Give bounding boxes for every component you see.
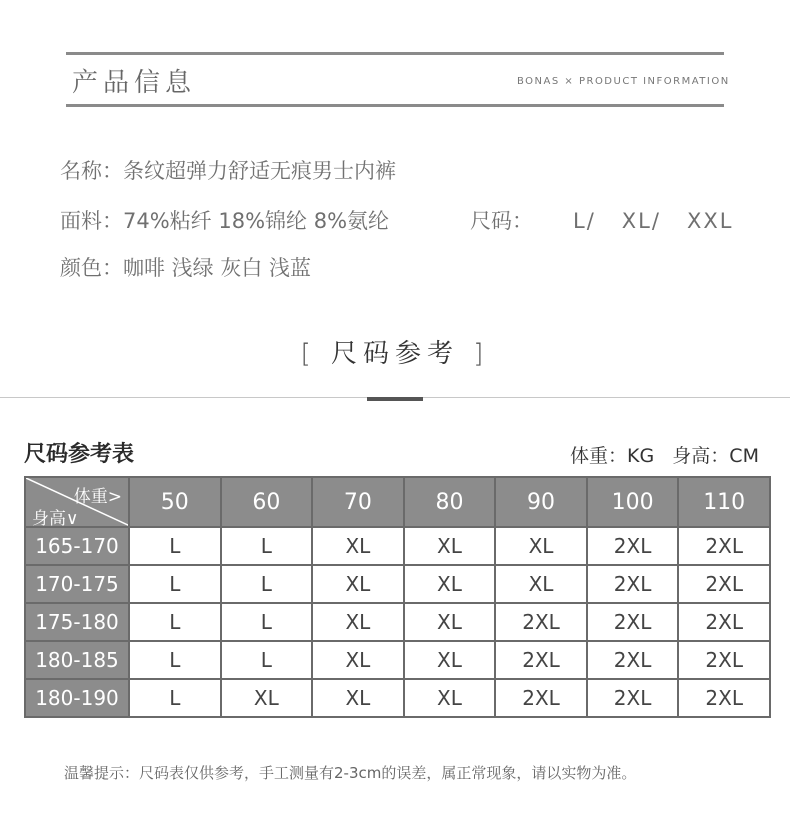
size-cell: XL: [495, 565, 587, 603]
table-row: [25, 565, 770, 603]
size-cell: L: [221, 565, 313, 603]
height-range-cell: 165-170: [25, 527, 129, 565]
size-cell: 2XL: [678, 679, 770, 717]
size-cell: L: [129, 527, 221, 565]
height-range-cell: 175-180: [25, 603, 129, 641]
heading-open-bracket: [: [300, 339, 317, 369]
size-cell: 2XL: [587, 641, 679, 679]
fabric-value: 74%粘纤 18%锦纶 8%氨纶: [123, 209, 390, 233]
size-cell: L: [129, 679, 221, 717]
size-cell: XL: [404, 641, 496, 679]
product-name-line: [60, 155, 396, 185]
weight-header-cell: 70: [312, 477, 404, 527]
size-line: [470, 205, 733, 235]
size-cell: XL: [404, 527, 496, 565]
size-cell: XL: [312, 565, 404, 603]
height-range-cell: 180-190: [25, 679, 129, 717]
size-cell: XL: [312, 641, 404, 679]
product-info-title: 产品信息: [72, 68, 197, 98]
corner-weight-label: 体重>: [73, 487, 122, 507]
weight-header-cell: 50: [129, 477, 221, 527]
section-divider-accent: [367, 397, 423, 401]
size-table-header-row: [25, 477, 770, 527]
size-table-units: 体重：KG 身高：CM: [570, 445, 759, 467]
size-cell: L: [221, 641, 313, 679]
fabric-label: 面料：: [60, 209, 123, 233]
size-cell: L: [221, 603, 313, 641]
weight-header-cell: 110: [678, 477, 770, 527]
size-cell: 2XL: [587, 565, 679, 603]
table-row: [25, 679, 770, 717]
size-note: 温馨提示：尺码表仅供参考，手工测量有2-3cm的误差，属正常现象，请以实物为准。: [64, 764, 637, 782]
product-name-label: 名称：: [60, 159, 123, 183]
fabric-line: [60, 205, 389, 235]
size-cell: 2XL: [678, 641, 770, 679]
size-cell: 2XL: [587, 527, 679, 565]
size-cell: XL: [312, 679, 404, 717]
color-value: 咖啡 浅绿 灰白 浅蓝: [123, 256, 312, 280]
weight-header-cell: 80: [404, 477, 496, 527]
color-line: [60, 252, 311, 282]
size-cell: 2XL: [587, 603, 679, 641]
size-cell: XL: [312, 603, 404, 641]
corner-cell: [25, 477, 129, 527]
size-cell: 2XL: [678, 603, 770, 641]
product-name-value: 条纹超弹力舒适无痕男士内裤: [123, 159, 396, 183]
size-cell: 2XL: [678, 527, 770, 565]
size-table-title: 尺码参考表: [24, 442, 135, 467]
size-cell: 2XL: [587, 679, 679, 717]
size-cell: 2XL: [495, 641, 587, 679]
color-label: 颜色：: [60, 256, 123, 280]
size-cell: XL: [404, 603, 496, 641]
heading-text: 尺码参考: [330, 339, 459, 369]
size-cell: L: [129, 565, 221, 603]
table-row: [25, 527, 770, 565]
size-cell: 2XL: [678, 565, 770, 603]
size-cell: L: [129, 641, 221, 679]
size-value: L/ XL/ XXL: [573, 209, 734, 233]
header-top-rule: [66, 52, 724, 55]
size-table: [24, 476, 771, 718]
heading-close-bracket: ]: [473, 339, 490, 369]
size-cell: XL: [312, 527, 404, 565]
size-cell: 2XL: [495, 603, 587, 641]
height-range-cell: 170-175: [25, 565, 129, 603]
weight-header-cell: 90: [495, 477, 587, 527]
size-cell: L: [221, 527, 313, 565]
size-cell: L: [129, 603, 221, 641]
weight-header-cell: 60: [221, 477, 313, 527]
size-cell: XL: [221, 679, 313, 717]
size-cell: XL: [404, 565, 496, 603]
size-cell: XL: [404, 679, 496, 717]
table-row: [25, 603, 770, 641]
size-reference-heading: [0, 333, 790, 370]
product-info-subtitle: BONAS × PRODUCT INFORMATION: [517, 76, 730, 87]
table-row: [25, 641, 770, 679]
weight-header-cell: 100: [587, 477, 679, 527]
height-range-cell: 180-185: [25, 641, 129, 679]
size-cell: 2XL: [495, 679, 587, 717]
header-bottom-rule: [66, 104, 724, 107]
size-cell: XL: [495, 527, 587, 565]
corner-height-label: 身高∨: [32, 509, 79, 526]
size-label: 尺码：: [470, 209, 533, 233]
